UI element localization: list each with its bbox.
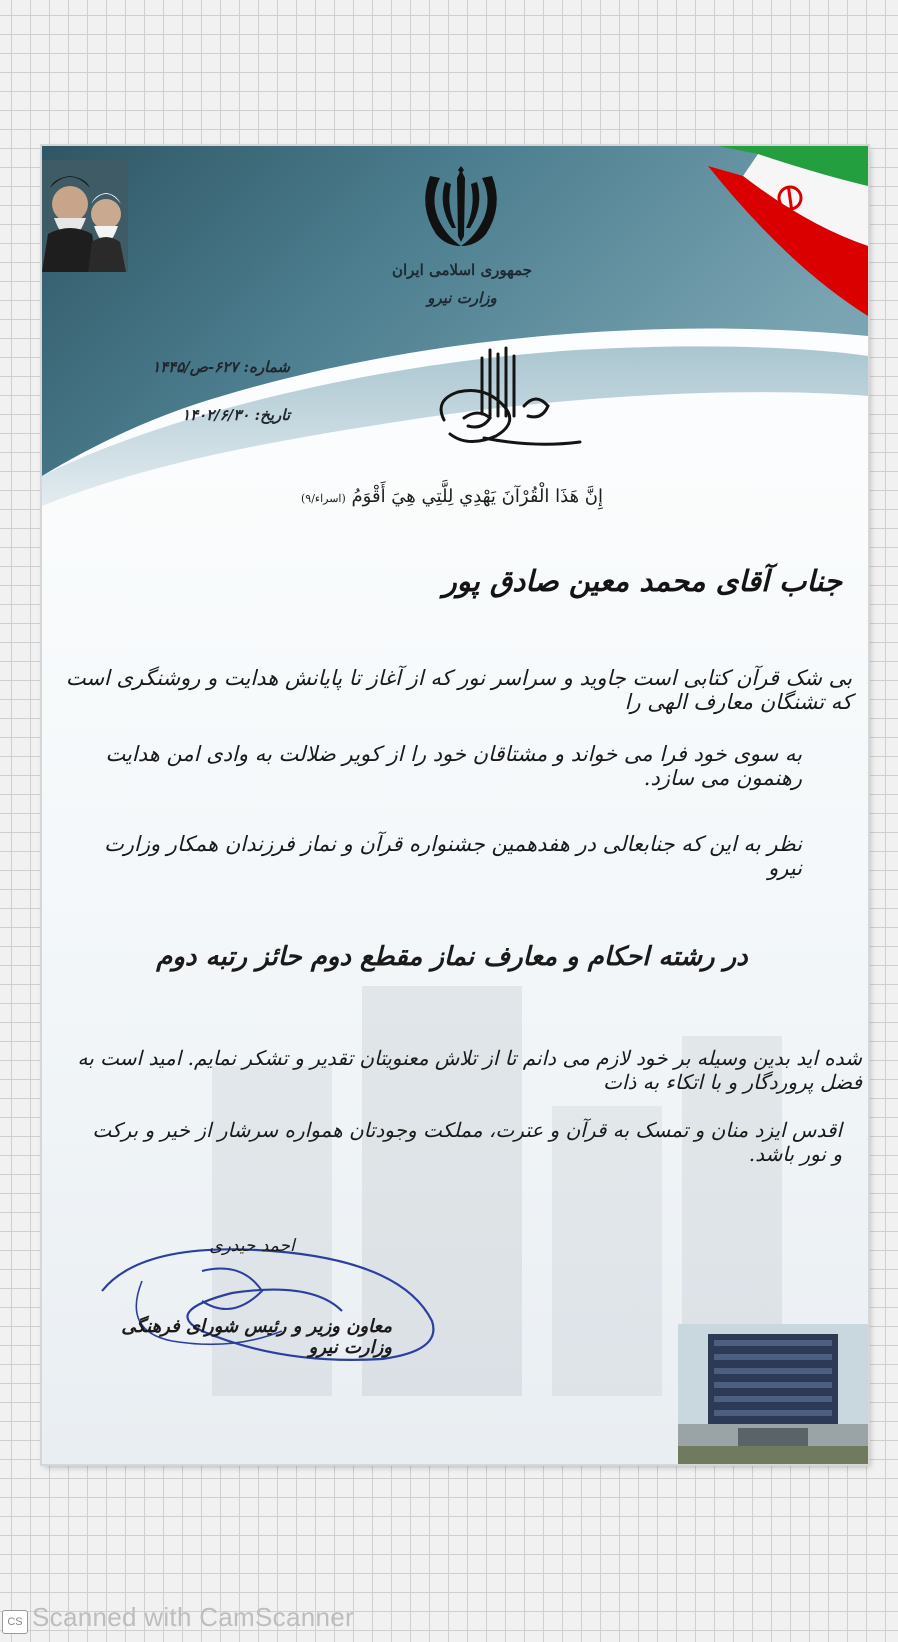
certificate xyxy=(42,146,868,1464)
paragraph-1-line-1: بی شک قرآن کتابی است جاوید و سراسر نور که از آغاز تا پایانش هدایت و روشنگری است که تشنگان معارف الهی را xyxy=(65,666,852,714)
letter-number-label: شماره: xyxy=(243,358,290,376)
verse-text: إِنَّ هَذَا الْقُرْآنَ يَهْدِي لِلَّتِي هِيَ أَقْوَمُ xyxy=(351,486,604,507)
paragraph-2: نظر به این که جنابعالی در هفدهمین جشنواره قرآن و نماز فرزندان همکار وزارت نیرو xyxy=(104,832,802,880)
scan-watermark-text: Scanned with CamScanner xyxy=(32,1602,354,1632)
leaders-photo xyxy=(42,160,128,272)
letter-number-value: ۶۲۷-ص/۱۴۴۵ xyxy=(152,358,239,376)
signer-name: احمد حیدری xyxy=(209,1236,295,1256)
paragraph-1-line-2: به سوی خود فرا می خواند و مشتاقان خود را از کویر ضلالت به وادی امن هدایت رهنمون می سازد. xyxy=(105,742,802,790)
letter-date xyxy=(70,406,290,424)
quran-verse xyxy=(222,486,682,507)
paragraph-3-line-2: اقدس ایزد منان و تمسک به قرآن و عترت، مملکت وجودتان همواره سرشار از خیر و برکت و نور باشد. xyxy=(92,1118,842,1166)
letter-date-label: تاریخ: xyxy=(254,406,290,424)
ministry-building-photo xyxy=(678,1324,868,1464)
scan-footer xyxy=(0,1598,898,1638)
republic-name: جمهوری اسلامی ایران xyxy=(391,261,533,279)
award-field-rank: در رشته احکام و معارف نماز مقطع دوم حائز رتبه دوم xyxy=(156,942,748,972)
letter-date-value: ۱۴۰۲/۶/۳۰ xyxy=(182,406,250,424)
letter-number xyxy=(70,358,290,376)
ministry-name: وزارت نیرو xyxy=(427,289,497,307)
iran-emblem-icon xyxy=(416,166,506,252)
basmala-calligraphy-icon xyxy=(424,344,584,454)
signer-title: معاون وزیر و رئیس شورای فرهنگی وزارت نیرو xyxy=(121,1316,392,1358)
recipient-name: جناب آقای محمد معین صادق پور xyxy=(442,564,842,598)
camscanner-logo-icon: CS xyxy=(2,1610,28,1634)
paragraph-3-line-1: شده اید بدین وسیله بر خود لازم می دانم تا از تلاش معنویتان تقدیر و تشکر نمایم. امید است به فضل پروردگار و با اتکاء به ذات xyxy=(77,1046,862,1094)
iran-flag xyxy=(638,146,868,336)
verse-reference: (اسراء/۹) xyxy=(300,492,346,505)
